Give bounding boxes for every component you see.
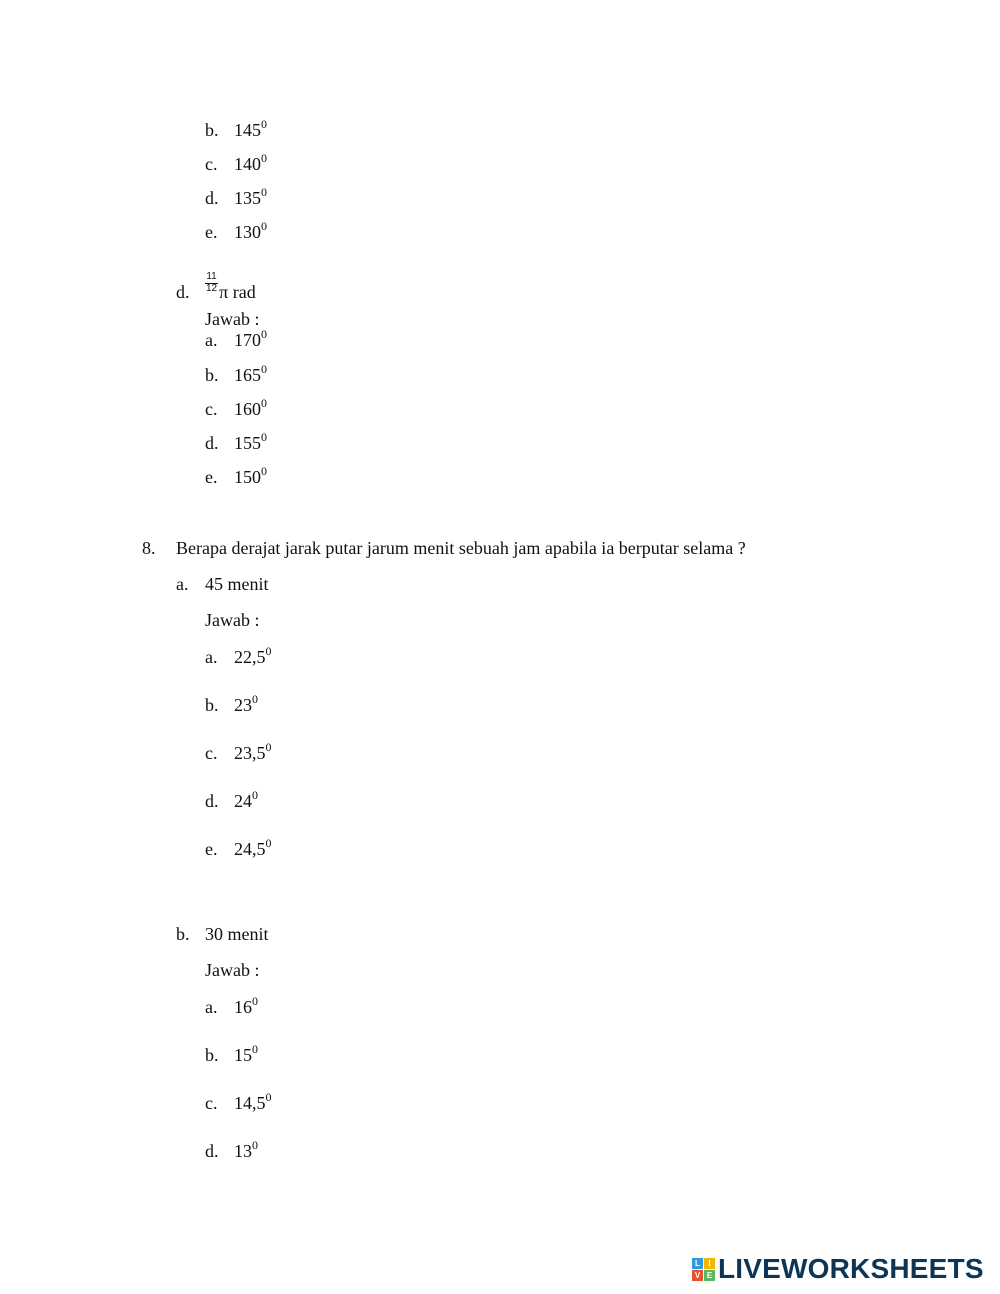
question-number: 8.	[142, 538, 156, 558]
logo-text: LIVEWORKSHEETS	[718, 1253, 984, 1284]
option-value: 160	[234, 399, 261, 419]
part-d-expression	[205, 271, 256, 302]
degree-superscript: 0	[252, 788, 258, 802]
option-value: 140	[234, 154, 261, 174]
fraction	[205, 272, 218, 294]
fraction-numerator: 11	[206, 271, 217, 282]
option-d-24	[205, 788, 258, 811]
part-a-text: 45 menit	[205, 574, 269, 594]
option-b-15	[205, 1042, 258, 1065]
option-e-130	[205, 219, 267, 242]
degree-superscript: 0	[261, 327, 267, 341]
option-a-16	[205, 994, 258, 1017]
option-value: 135	[234, 188, 261, 208]
option-label: b.	[205, 695, 219, 715]
degree-superscript: 0	[265, 836, 272, 850]
option-value: 13	[234, 1141, 252, 1161]
degree-superscript: 0	[261, 396, 267, 410]
degree-superscript: 0	[261, 185, 267, 199]
liveworksheets-logo	[692, 1254, 984, 1284]
option-label: b.	[205, 120, 219, 140]
degree-superscript: 0	[265, 1090, 272, 1104]
option-value: 23,5	[234, 743, 266, 763]
option-c-160	[205, 396, 267, 419]
degree-superscript: 0	[265, 644, 272, 658]
option-a-170	[205, 327, 267, 350]
part-d-label: d.	[176, 282, 190, 302]
question-text: Berapa derajat jarak putar jarum menit sebuah jam apabila ia berputar selama ?	[176, 538, 746, 558]
degree-superscript: 0	[265, 740, 272, 754]
option-label: b.	[205, 1045, 219, 1065]
logo-tile: V	[692, 1270, 703, 1281]
option-value: 22,5	[234, 647, 266, 667]
option-b-23	[205, 692, 258, 715]
jawab-label: Jawab :	[205, 960, 260, 980]
option-e-150	[205, 464, 267, 487]
option-c-140	[205, 151, 267, 174]
option-label: a.	[205, 997, 218, 1017]
option-label: e.	[205, 467, 218, 487]
jawab-label: Jawab :	[205, 610, 260, 630]
degree-superscript: 0	[261, 430, 267, 444]
option-label: a.	[205, 647, 218, 667]
option-label: b.	[205, 365, 219, 385]
option-value: 155	[234, 433, 261, 453]
degree-superscript: 0	[261, 362, 267, 376]
option-b-145	[205, 117, 267, 140]
logo-tile: E	[704, 1270, 715, 1281]
option-e-24-5	[205, 836, 272, 859]
degree-superscript: 0	[252, 692, 258, 706]
jawab-label: Jawab :	[205, 309, 260, 329]
option-label: d.	[205, 188, 219, 208]
option-label: d.	[205, 433, 219, 453]
option-value: 16	[234, 997, 252, 1017]
option-value: 24	[234, 791, 252, 811]
option-label: d.	[205, 1141, 219, 1161]
logo-tile: I	[704, 1258, 715, 1269]
degree-superscript: 0	[261, 117, 267, 131]
option-b-165	[205, 362, 267, 385]
option-d-13	[205, 1138, 258, 1161]
logo-tile: L	[692, 1258, 703, 1269]
degree-superscript: 0	[261, 464, 267, 478]
option-value: 24,5	[234, 839, 266, 859]
option-label: e.	[205, 222, 218, 242]
option-d-155	[205, 430, 267, 453]
degree-superscript: 0	[252, 1138, 258, 1152]
option-value: 15	[234, 1045, 252, 1065]
part-b-label: b.	[176, 924, 190, 944]
degree-superscript: 0	[252, 994, 258, 1008]
degree-superscript: 0	[252, 1042, 258, 1056]
option-label: c.	[205, 743, 218, 763]
option-c-14-5	[205, 1090, 272, 1113]
logo-grid-icon	[692, 1258, 715, 1281]
option-value: 14,5	[234, 1093, 266, 1113]
option-value: 165	[234, 365, 261, 385]
option-value: 150	[234, 467, 261, 487]
fraction-denominator: 12	[206, 282, 218, 294]
option-a-22-5	[205, 644, 272, 667]
part-a-label: a.	[176, 574, 189, 594]
option-label: a.	[205, 330, 218, 350]
option-value: 23	[234, 695, 252, 715]
option-value: 130	[234, 222, 261, 242]
expression-text: π rad	[219, 282, 256, 302]
option-c-23-5	[205, 740, 272, 763]
part-b-text: 30 menit	[205, 924, 269, 944]
option-label: d.	[205, 791, 219, 811]
option-label: c.	[205, 399, 218, 419]
option-label: c.	[205, 1093, 218, 1113]
option-d-135	[205, 185, 267, 208]
degree-superscript: 0	[261, 219, 267, 233]
degree-superscript: 0	[261, 151, 267, 165]
option-value: 170	[234, 330, 261, 350]
option-value: 145	[234, 120, 261, 140]
option-label: c.	[205, 154, 218, 174]
option-label: e.	[205, 839, 218, 859]
